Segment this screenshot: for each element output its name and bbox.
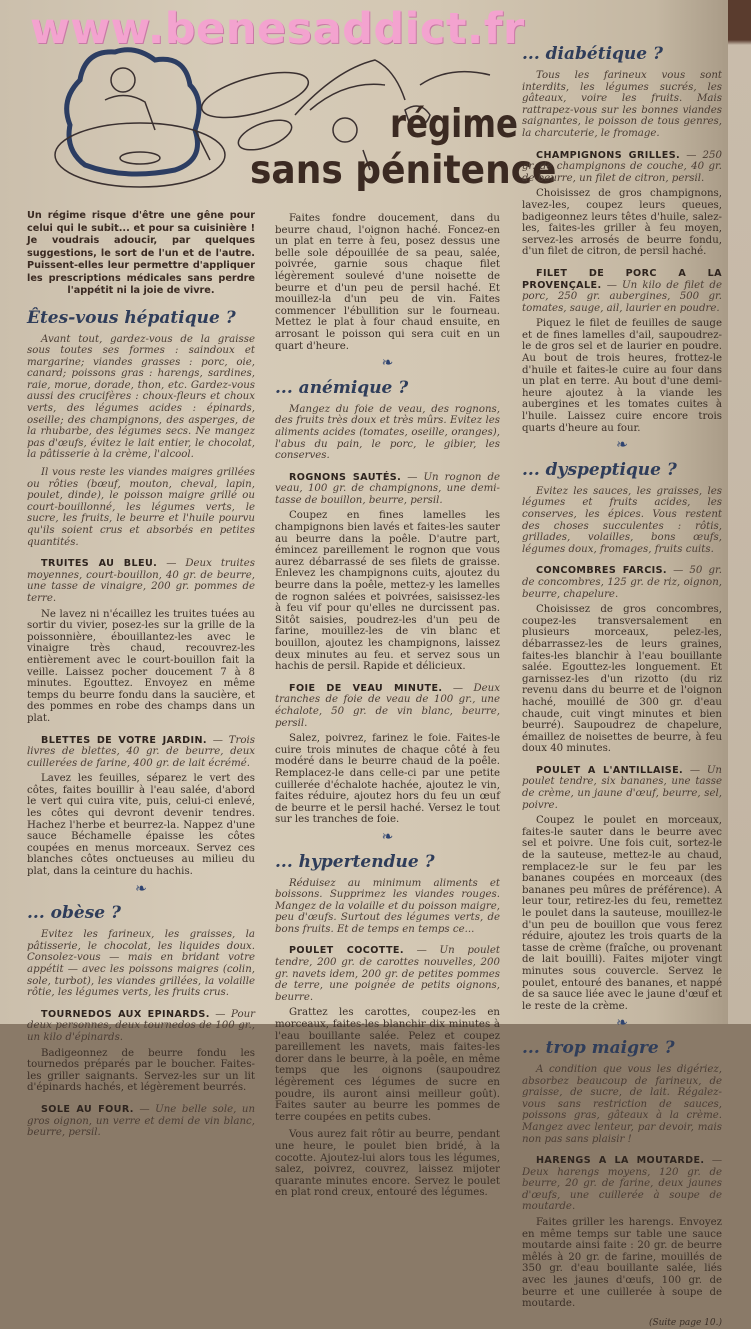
recipe-steps: Faites fondre doucement, dans du beurre chaud, l'oignon haché. Foncez-en un plat en terre à feu, posez dessus une belle sole dépouillée de sa peau, salée, poivrée, garnie sous chaque filet légèrement soulevé d'une noisette de beurre et d'un peu de persil haché. Et mouillez-la d'un peu de vin. Faites commencer l'ébullition sur le fourneau. Mettez le plat à four chaud ensuite, en arrosant le poisson qui sera cuit en un quart d'heure.: [275, 213, 500, 352]
section-heading-hepatique: Êtes-vous hépatique ?: [27, 307, 236, 328]
recipe-steps: Faites griller les harengs. Envoyez en même temps sur table une sauce moutarde ainsi faite : 20 gr. de beurre mêlés à 20 gr. de farine, mouillés de 350 gr. d'eau bouillante salée, liés avec les jaunes d'œufs, 100 gr. de beurre et une cuillerée à soupe de moutarde.: [522, 1217, 722, 1310]
recipe-steps: Salez, poivrez, farinez le foie. Faites-le cuire trois minutes de chaque côté à feu modéré dans le beurre chaud de la poêle. Remplacez-le dans celle-ci par une petite cuillerée d'échalote hachée, ajoutez le vin, faites réduire, ajoutez hors du feu un œuf de beurre et le persil haché. Versez le tout sur les tranches de foie.: [275, 733, 500, 826]
intro-paragraph: Un régime risque d'être une gêne pour celui qui le subit... et pour sa cuisinière ! Je voudrais adoucir, par quelques suggestions, le sort de l'un et de l'autre. Puissent-elles leur permettre d'appliquer les prescriptions médicales sans perdre l'appétit ni la joie de vivre.: [27, 210, 255, 296]
recipe-name: CHAMPIGNONS GRILLES.: [536, 149, 681, 161]
article-title-line1: régime: [390, 101, 518, 148]
recipe-steps: Vous aurez fait rôtir au beurre, pendant une heure, le poulet bien bridé, à la cocotte. Ajoutez-lui alors tous les légumes, salez, poivrez, couvrez, laissez mijoter quarante minutes encore. Servez le poulet en plat rond creux, entouré des légumes.: [275, 1129, 500, 1199]
recipe-ingredients: — 250 gr. de champignons de couche, 40 gr. de beurre, un filet de citron, persil.: [522, 149, 722, 184]
next-page-edge: [728, 0, 751, 1024]
recipe-steps: Coupez le poulet en morceaux, faites-le sauter dans le beurre avec sel et poivre. Une fois cuit, sortez-le de la sauteuse, mettez-le au chaud, remplacez-le sur le feu par les bananes coupées en morceaux (des bananes peu mûres de préférence). A leur tour, retirez-les du feu, remettez le poulet dans la sauteuse, mouillez-le d'un peu de bouillon que vous ferez réduire, ajoutez les trois quarts de la tasse de crème (fraîche, ou provenant de lait bouilli). Faites mijoter vingt minutes sous couvercle. Servez le poulet, entouré des bananes, et nappé de sa sauce liée avec le jaune d'œuf et le reste de la crème.: [522, 815, 722, 1012]
advice-paragraph: Réduisez au minimum aliments et boissons. Supprimez les viandes rouges. Mangez de la volaille et du poisson maigre, peu d'œufs. Surtout des légumes verts, de bons fruits. Et de temps en temps ce...: [275, 877, 500, 935]
recipe-ingredients: — Un rognon de veau, 100 gr. de champignons, une demi-tasse de bouillon, beurre, persil.: [275, 471, 500, 506]
recipe-steps: Choisissez de gros concombres, coupez-les transversalement en plusieurs morceaux, pelez-les, débarrassez-les de leurs graines, faites-les blanchir à l'eau bouillante salée. Egouttez-les longuement. Et garnissez-les d'un rizotto (du riz revenu dans du beurre et de l'oignon haché, mouillé de 300 gr. d'eau chaude, cuit vingt minutes et bien beurré). Saupoudrez de chapelure, émaillez de noisettes de beurre, à feu doux 40 minutes.: [522, 604, 722, 755]
advice-paragraph: Il vous reste les viandes maigres grillées ou rôties (bœuf, mouton, cheval, lapin, poulet, dinde), le poisson maigre grillé ou court-bouillonné, les légumes verts, le sucre, les fruits, le beurre et l'huile pourvu qu'ils soient crus et absorbés en petites quantités.: [27, 467, 255, 548]
section-heading-anemique: ... anémique ?: [275, 377, 409, 398]
recipe-ingredients: — 50 gr. de concombres, 125 gr. de riz, oignon, beurre, chapelure.: [522, 565, 722, 600]
recipe-poulet-antillaise: [522, 765, 722, 811]
advice-paragraph: Avant tout, gardez-vous de la graisse sous toutes ses formes : saindoux et margarine; viandes grasses : porc, oie, canard; poissons gras : harengs, sardines, raie, morue, dorade, thon, etc. Gardez-vous aussi des crucifères : choux-fleurs et choux verts, des légumes acides : épinards, oseille; des champignons, des asperges, de la rhubarbe, des légumes secs. Ne mangez pas d'œufs, évitez le lait entier, le chocolat, la pâtisserie à la crème, l'alcool.: [27, 333, 255, 461]
recipe-name: TOURNEDOS AUX EPINARDS.: [41, 1008, 210, 1020]
recipe-ingredients: — Pour deux personnes, deux tournedos de 100 gr., un kilo d'épinards.: [27, 1008, 256, 1043]
recipe-blettes: [27, 735, 255, 770]
ornament-icon: ❧: [381, 828, 394, 845]
recipe-poulet-cocotte: [275, 945, 500, 1003]
section-heading-hypertendue: ... hypertendue ?: [275, 851, 435, 872]
recipe-name: TRUITES AU BLEU.: [41, 558, 158, 570]
section-heading-dyspeptique: ... dyspeptique ?: [522, 459, 677, 480]
recipe-name: POULET A L'ANTILLAISE.: [536, 764, 684, 776]
advice-paragraph: Mangez du foie de veau, des rognons, des fruits très doux et très mûrs. Evitez les aliments acides (tomates, oseille, oranges), l'abus du pain, le porc, le gibier, les conserves.: [275, 403, 500, 462]
recipe-ingredients: — Un poulet tendre, 200 gr. de carottes nouvelles, 200 gr. navets idem, 200 gr. de petites pommes de terre, une poignée de petits oignons, beurre.: [275, 945, 500, 1003]
recipe-rognons-sautes: [275, 472, 500, 507]
recipe-name: CONCOMBRES FARCIS.: [536, 565, 667, 577]
recipe-harengs-moutarde: [522, 1155, 722, 1213]
recipe-steps: Badigeonnez de beurre fondu les tournedos préparés par le boucher. Faites-les griller saignants. Servez-les sur un lit d'épinards hachés, et légèrement beurrés.: [27, 1047, 255, 1094]
recipe-steps: Lavez les feuilles, séparez le vert des côtes, faites bouillir à l'eau salée, d'abord le vert qui cuira vite, puis, celui-ci enlevé, les côtes qui devront devenir tendres. Hachez l'herbe et beurrez-la. Nappez d'une sauce Béchamelle épaisse les côtes coupées en menus morceaux. Servez ces blanches côtes onctueuses au milieu du plat, dans la ceinture du hachis.: [27, 773, 255, 878]
recipe-champignons-grilles: [522, 150, 722, 185]
recipe-steps: Piquez le filet de feuilles de sauge et de fines lamelles d'ail, saupoudrez-le de gros sel et de laurier en poudre. Au bout de trois heures, frottez-le d'huile et faites-le cuire au four dans un plat en terre. Au bout d'une demi-heure ajoutez à la viande les aubergines et les tomates cuites à l'huile. Laissez cuire encore trois quarts d'heure au four.: [522, 318, 722, 434]
recipe-ingredients: — Trois livres de blettes, 40 gr. de beurre, deux cuillerées de farine, 400 gr. de lait écrémé.: [27, 734, 255, 769]
recipe-name: ROGNONS SAUTÉS.: [289, 471, 402, 483]
recipe-name: BLETTES DE VOTRE JARDIN.: [41, 734, 207, 746]
recipe-steps: Coupez en fines lamelles les champignons bien lavés et faites-les sauter au beurre dans la poêle. D'autre part, émincez pareillement le rognon que vous aurez débarrassé de ses filets de graisse. Enlevez les champignons cuits, ajoutez du beurre dans la poêle, mettez-y les lamelles de rognon salées et poivrées, saisissez-les à feu vif pour qu'elles ne durcissent pas. Sitôt saisies, poudrez-les d'un peu de farine, mouillez-les de vin blanc et bouillon, ajoutez les champignons, laissez deux minutes au feu. et servez sous un hachis de persil. Rapide et délicieux.: [275, 510, 500, 673]
advice-paragraph: Tous les farineux vous sont interdits, les légumes sucrés, les gâteaux, voire les fruits. Mais rattrapez-vous sur les bonnes viandes saignantes, le poisson de tous genres, la charcuterie, le fromage.: [522, 70, 722, 139]
advice-paragraph: A condition que vous les digériez, absorbez beaucoup de farineux, de graisse, de sucre, de lait. Régalez-vous sans restriction de sauces, poissons gras, gâteaux à la crème. Mangez avec lenteur, par devoir, mais non pas sans plaisir !: [522, 1063, 722, 1145]
column-middle: [275, 213, 500, 1205]
recipe-steps: Ne lavez ni n'écaillez les truites tuées au sortir du vivier, posez-les sur la grille de la poissonnière, ébouillantez-les avec le vinaigre très chaud, recouvrez-les entièrement avec le court-bouillon fait la veille. Laissez pocher doucement 7 à 8 minutes. Egouttez. Envoyez en même temps du beurre fondu dans la saucière, et des pommes en robe des champs dans un plat.: [27, 608, 255, 724]
advice-paragraph: Evitez les farineux, les graisses, la pâtisserie, le chocolat, les liquides doux. Consolez-vous — mais en bridant votre appétit — avec les poissons maigres (colin, sole, turbot), les viandes grillées, la volaille rôtie, les légumes verts, les fruits crus.: [27, 929, 255, 999]
article-title-line2: sans pénitence: [250, 147, 557, 194]
continued-note: (Suite page 10.): [648, 1317, 722, 1328]
recipe-ingredients: — Deux truites moyennes, court-bouillon, 40 gr. de beurre, une tasse de vinaigre, 200 gr. pommes de terre.: [27, 558, 255, 604]
recipe-filet-de-porc: [522, 268, 722, 314]
recipe-concombres-farcis: [522, 565, 722, 600]
recipe-ingredients: — Deux tranches de foie de veau de 100 gr., une échalote, 50 gr. de vin blanc, beurre, persil.: [275, 682, 500, 729]
recipe-sole-au-four: [27, 1104, 255, 1139]
recipe-truites-au-bleu: [27, 558, 255, 604]
section-heading-trop-maigre: ... trop maigre ?: [522, 1037, 675, 1058]
recipe-ingredients: — Deux harengs moyens, 120 gr. de beurre, 20 gr. de farine, deux jaunes d'œufs, une cuillerée à soupe de moutarde.: [522, 1155, 722, 1213]
ornament-icon: ❧: [381, 355, 394, 372]
advice-paragraph: Evitez les sauces, les graisses, les légumes et fruits acides, les conserves, les épices. Vous restent des choses succulentes : rôtis, grillades, volailles, bons œufs, légumes doux, fromages, fruits cuits.: [522, 485, 722, 555]
recipe-foie-de-veau: [275, 683, 500, 729]
recipe-name: FOIE DE VEAU MINUTE.: [289, 682, 443, 694]
recipe-name: HARENGS A LA MOUTARDE.: [536, 1155, 705, 1167]
watermark: www.benesaddict.fr: [30, 4, 525, 54]
ornament-icon: ❧: [135, 880, 147, 897]
column-right: [522, 38, 722, 1329]
ornament-icon: ❧: [616, 437, 628, 454]
recipe-name: SOLE AU FOUR.: [41, 1103, 134, 1115]
recipe-steps: Grattez les carottes, coupez-les en morceaux, faites-les blanchir dix minutes à l'eau bouillante salée. Pelez et coupez pareillement les navets, mais faites-les dorer dans le beurre, à la poêle, en même temps que les oignons (saupoudrez légèrement ces légumes de sucre en poudre, ils auront ainsi meilleur goût). Faites sauter au beurre les pommes de terre coupées en petits cubes.: [275, 1007, 500, 1123]
recipe-ingredients: — Un poulet tendre, six bananes, une tasse de crème, un jaune d'œuf, beurre, sel, poivre.: [522, 764, 722, 811]
recipe-ingredients: — Une belle sole, un gros oignon, un verre et demi de vin blanc, beurre, persil.: [27, 1103, 255, 1139]
section-heading-diabetique: ... diabétique ?: [522, 44, 663, 64]
section-heading-obese: ... obèse ?: [27, 903, 121, 924]
recipe-ingredients: — Un kilo de filet de porc, 250 gr. aubergines, 500 gr. tomates, sauge, ail, laurier en poudre.: [522, 279, 722, 314]
recipe-name: FILET DE PORC A LA PROVENÇALE.: [522, 267, 722, 291]
ornament-icon: ❧: [616, 1015, 628, 1032]
recipe-steps: Choisissez de gros champignons, lavez-les, coupez leurs queues, badigeonnez leurs têtes d'huile, salez-les, faites-les griller à feu moyen, servez-les arrosés de beurre fondu, d'un filet de citron, de persil haché.: [522, 188, 722, 258]
recipe-tournedos: [27, 1009, 255, 1044]
column-left: [27, 210, 255, 1143]
recipe-name: POULET COCOTTE.: [289, 945, 404, 957]
